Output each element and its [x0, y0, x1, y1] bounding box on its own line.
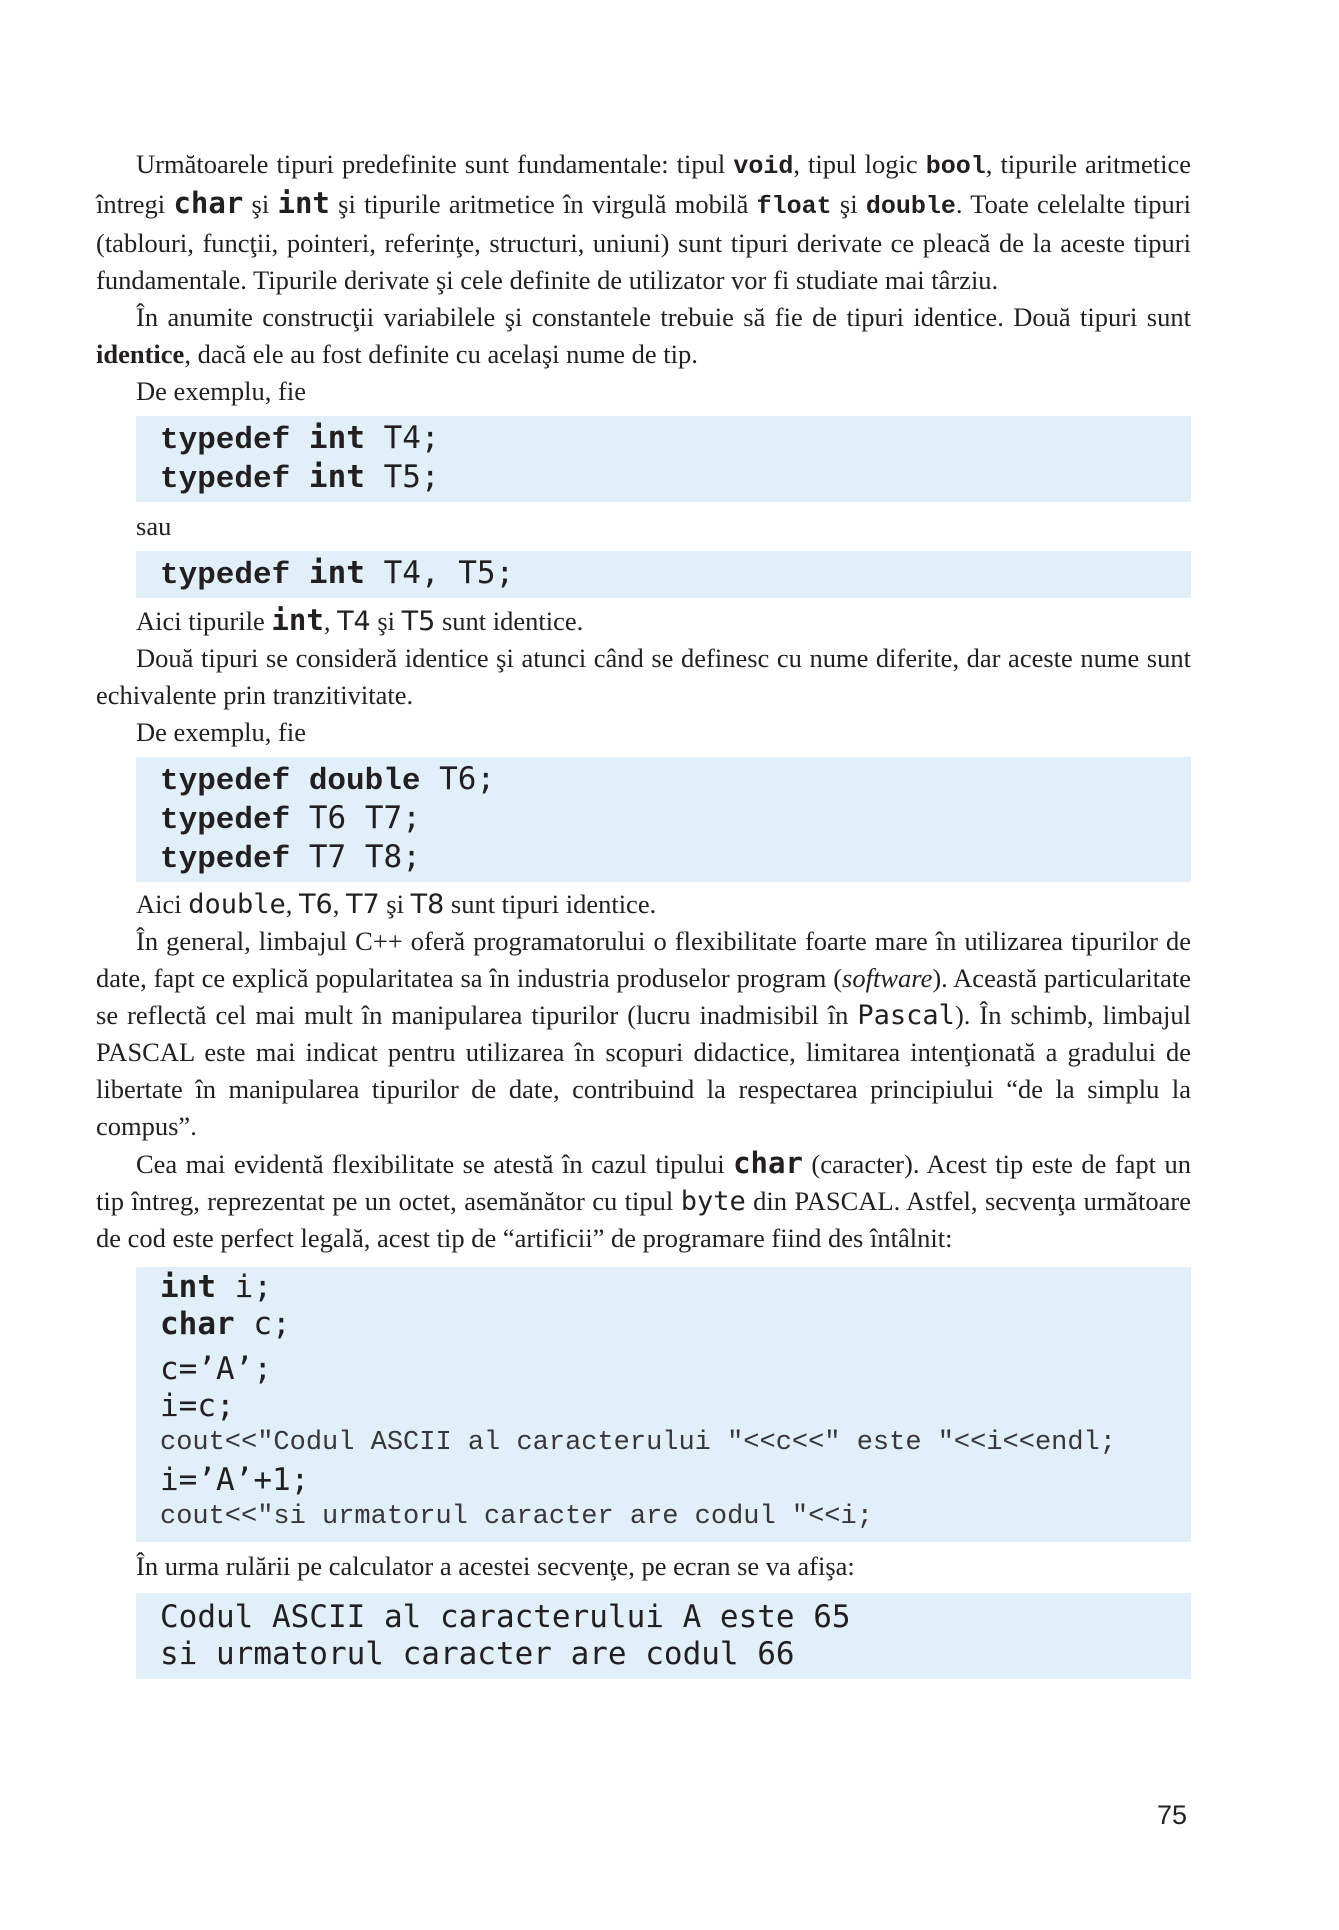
code-text: i; [216, 1269, 272, 1305]
code-block-char-example [136, 1267, 1191, 1542]
code-line [160, 839, 1191, 878]
text: , [323, 606, 338, 636]
code-text: T4, T5; [364, 555, 515, 591]
code-text: T7 T8; [290, 839, 421, 875]
text: Cea mai evidentă flexibilitate se atestă în cazul tipului [136, 1149, 734, 1179]
code-int: int [271, 603, 324, 637]
keyword: typedef double [160, 764, 421, 799]
output-block [136, 1593, 1191, 1679]
output-line: si urmatorul caracter are codul 66 [160, 1636, 795, 1672]
keyword: typedef [160, 842, 291, 877]
bold-term: identice [96, 339, 185, 369]
paragraph-flexibility [96, 923, 1191, 1145]
keyword: typedef [160, 462, 291, 497]
text: , [285, 889, 300, 919]
page-content [96, 146, 1191, 1679]
paragraph-example-intro-2: De exemplu, fie [136, 717, 306, 747]
code-text: T6 T7; [290, 800, 421, 836]
paragraph-example-intro: De exemplu, fie [136, 376, 306, 406]
code-t8: T8 [410, 889, 445, 920]
code-line [160, 1306, 1191, 1343]
text: , tipul logic [793, 149, 926, 179]
text: Aici tipurile [136, 606, 272, 636]
text: , tipurile aritmetice întregi [96, 149, 1191, 219]
code-line: cout<<"Codul ASCII al caracterului "<<c<<" este "<<i<<endl; [160, 1428, 1116, 1458]
text: , [332, 889, 346, 919]
code-byte: byte [680, 1186, 746, 1217]
code-t7: T7 [345, 889, 380, 920]
code-double: double [865, 192, 956, 221]
italic-term: software [842, 963, 933, 993]
text: şi [370, 606, 402, 636]
page-number: 75 [1156, 1800, 1187, 1830]
code-t5: T5 [401, 606, 436, 637]
keyword: char [160, 1306, 235, 1342]
text: Următoarele tipuri predefinite sunt fundamentale: tipul [136, 149, 734, 179]
paragraph-identical-types [96, 299, 1191, 373]
code-text: T5; [364, 459, 440, 495]
text: , dacă ele au fost definite cu acelaşi nume de tip. [184, 339, 698, 369]
paragraph-fundamental-types [96, 146, 1191, 299]
text: În anumite construcţii variabilele şi constantele trebuie să fie de tipuri identice. Două tipuri sunt [136, 302, 1191, 332]
keyword: typedef [160, 558, 291, 593]
keyword: typedef [160, 423, 291, 458]
code-line: i=c; [160, 1388, 235, 1424]
output-line: Codul ASCII al caracterului A este 65 [160, 1599, 851, 1635]
paragraph-output-intro: În urma rulării pe calculator a acestei secvenţe, pe ecran se va afişa: [136, 1551, 855, 1581]
code-pascal: Pascal [857, 1000, 955, 1031]
code-line [160, 761, 1191, 800]
code-line: i=’A’+1; [160, 1462, 310, 1498]
text: . Toate celelalte tipuri (tablouri, funcţii, pointeri, referinţe, structuri, uniuni) sunt tipuri derivate ce pleacă de la aceste tipuri fundamentale. Tipurile derivate şi cele definite de utilizator vor fi studiate mai târziu. [96, 189, 1191, 295]
text: ). În schimb, limbajul PASCAL este mai indicat pentru utilizarea în scopuri didactice, limitarea intenţionată a gradului de libertate în manipularea tipurilor de date, contribuind la respectarea principiului “de la simplu la compus”. [96, 1000, 1191, 1141]
code-line [160, 1269, 1191, 1306]
text: din PASCAL. Astfel, secvenţa următoare de cod este perfect legală, acest tip de “artificii” de programare fiind des întâlnit: [96, 1186, 1191, 1253]
code-t4: T4 [337, 606, 371, 637]
keyword: typedef [160, 803, 291, 838]
code-line [160, 555, 1191, 594]
code-text: T6; [420, 761, 496, 797]
keyword: int [308, 459, 365, 495]
code-block-typedef-3 [136, 757, 1191, 882]
text: sunt tipuri identice. [444, 889, 657, 919]
code-line [160, 420, 1191, 459]
code-void: void [733, 152, 794, 181]
spacer [160, 1343, 1191, 1351]
paragraph-identical-note [96, 602, 1191, 640]
keyword: int [308, 555, 365, 591]
code-float: float [756, 192, 832, 221]
code-block-typedef-1 [136, 416, 1191, 502]
code-t6: T6 [299, 889, 333, 920]
code-bool: bool [925, 152, 986, 181]
code-int: int [277, 186, 330, 220]
paragraph-sau: sau [136, 511, 172, 541]
text: sunt identice. [435, 606, 584, 636]
text: În general, limbajul C++ oferă programatorului o flexibilitate foarte mare în utilizarea tipurilor de date, fapt ce explică popularitatea sa în industria produselor program ( [96, 926, 1191, 993]
keyword: int [160, 1269, 216, 1305]
code-line: c=’A’; [160, 1351, 272, 1387]
code-char: char [173, 186, 244, 220]
text: ). Această particularitate se reflectă cel mai mult în manipularea tipurilor (lucru inadmisibil în [96, 963, 1191, 1030]
text: Aici [136, 889, 189, 919]
text: şi [243, 189, 278, 219]
paragraph-transitivity: Două tipuri se consideră identice şi atunci când se definesc cu nume diferite, dar aceste nume sunt echivalente prin tranzitivitate. [96, 643, 1191, 710]
code-line: cout<<"si urmatorul caracter are codul "<<i; [160, 1502, 873, 1532]
text: (caracter). Acest tip este de fapt un tip întreg, reprezentat pe un octet, asemănător cu tipul [96, 1149, 1191, 1216]
code-char: char [733, 1146, 803, 1180]
keyword: int [308, 420, 365, 456]
code-block-typedef-2 [136, 551, 1191, 598]
paragraph-identical-note-2 [96, 886, 1191, 923]
code-double: double [188, 889, 286, 920]
code-line [160, 459, 1191, 498]
code-text: T4; [364, 420, 440, 456]
paragraph-char-type [96, 1145, 1191, 1257]
text: şi [831, 189, 866, 219]
code-line [160, 800, 1191, 839]
code-text: c; [234, 1306, 291, 1342]
text: şi tipurile aritmetice în virgulă mobilă [329, 189, 757, 219]
text: şi [379, 889, 411, 919]
